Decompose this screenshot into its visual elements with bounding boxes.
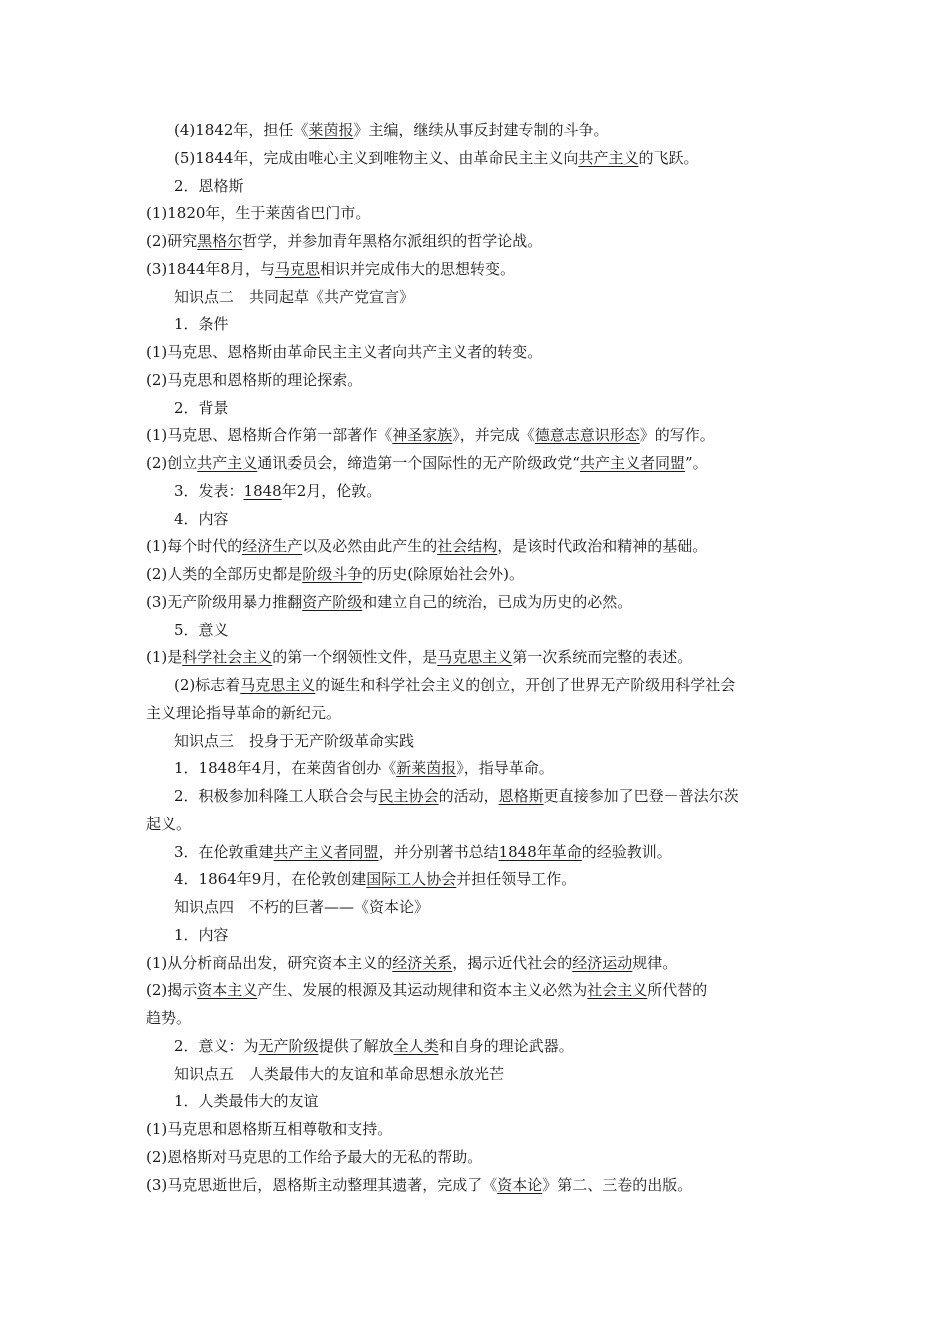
underlined-answer: 马克思主义 <box>437 648 513 667</box>
text-line <box>146 1175 816 1195</box>
text-line <box>146 536 816 556</box>
text-segment: 》，并完成《 <box>452 426 535 445</box>
text-segment: 知识点三 投身于无产阶级革命实践 <box>174 731 415 750</box>
underlined-answer: 马克思主义 <box>240 676 316 694</box>
underlined-answer: 经济生产 <box>242 537 303 556</box>
text-segment: 以及必然由此产生的 <box>302 537 438 556</box>
text-line <box>146 647 816 667</box>
text-segment: 3．在伦敦重建 <box>174 842 274 861</box>
text-line <box>146 1119 816 1139</box>
text-segment: 5．意义 <box>174 620 229 639</box>
text-line <box>146 980 816 1000</box>
text-segment: 更直接参加了巴登－普法尔茨 <box>543 787 739 805</box>
text-segment: 》主编，继续从事反封建专制的斗争。 <box>353 121 609 139</box>
underlined-answer: 德意志意识形态 <box>534 426 640 445</box>
text-segment: 3．发表： <box>174 481 244 500</box>
text-line <box>146 425 816 445</box>
underlined-answer: 社会结构 <box>437 537 498 556</box>
underlined-answer: 1848 <box>243 481 282 500</box>
text-segment: 年2月，伦敦。 <box>281 481 382 500</box>
underlined-answer: 民主协会 <box>378 787 439 805</box>
text-segment: 1．内容 <box>174 925 229 944</box>
text-segment: 相识并完成伟大的思想转变。 <box>319 259 515 278</box>
underlined-answer: 莱茵报 <box>308 121 354 139</box>
text-segment: ，是该时代政治和精神的基础。 <box>497 537 708 556</box>
text-line <box>146 564 816 584</box>
text-segment: 第一次系统而完整的表述。 <box>512 648 693 667</box>
text-line <box>146 814 816 834</box>
text-segment: 1．1848年4月，在莱茵省创办《 <box>174 759 397 778</box>
underlined-answer: 科学社会主义 <box>182 648 273 667</box>
text-line <box>174 509 844 529</box>
text-segment: 2．积极参加科隆工人联合会与 <box>174 787 379 805</box>
underlined-answer: 社会主义 <box>587 981 648 1000</box>
underlined-answer: 黑格尔 <box>197 232 243 250</box>
text-segment: (3)马克思逝世后，恩格斯主动整理其遗著，完成了《 <box>146 1175 498 1194</box>
text-line <box>174 620 844 640</box>
text-segment: (3)无产阶级用暴力推翻 <box>146 592 303 611</box>
text-segment: 起义。 <box>146 814 192 833</box>
text-segment: 提供了解放 <box>318 1036 394 1055</box>
text-segment: 》第二、三卷的出版。 <box>542 1175 693 1194</box>
text-segment: 产生、发展的根源及其运动规律和资本主义必然为 <box>257 981 588 1000</box>
text-segment: 的经验教训。 <box>581 842 672 861</box>
text-line <box>174 758 844 778</box>
text-line <box>146 453 816 473</box>
text-segment: 1．人类最伟大的友谊 <box>174 1092 319 1111</box>
text-line <box>174 1064 844 1084</box>
text-line <box>174 675 844 695</box>
text-line <box>146 703 816 723</box>
text-segment: 2．背景 <box>174 398 229 417</box>
text-segment: 2．意义：为 <box>174 1036 259 1055</box>
text-segment: 4．内容 <box>174 509 229 528</box>
text-segment: (1)马克思、恩格斯由革命民主主义者向共产主义者的转变。 <box>146 343 543 361</box>
underlined-answer: 新莱茵报 <box>396 759 457 778</box>
text-line <box>174 897 844 917</box>
text-line <box>146 592 816 612</box>
underlined-answer: 神圣家族 <box>392 426 453 445</box>
text-segment: 1．条件 <box>174 315 229 334</box>
text-segment: 并担任领导工作。 <box>456 870 577 889</box>
text-line <box>174 786 844 806</box>
text-segment: 规律。 <box>632 953 678 972</box>
text-line <box>174 1091 844 1111</box>
text-line <box>146 1008 816 1028</box>
text-line <box>146 203 816 223</box>
underlined-answer: 共产主义 <box>578 148 639 167</box>
text-segment: (1)从分析商品出发，研究资本主义的 <box>146 953 393 972</box>
underlined-answer: 马克思 <box>274 259 320 278</box>
text-line <box>146 370 816 390</box>
text-line <box>174 176 844 196</box>
text-line <box>146 259 816 279</box>
text-segment: ，并分别著书总结 <box>378 842 499 861</box>
text-segment: (2)创立 <box>146 454 198 472</box>
text-segment: 和建立自己的统治，已成为历史的必然。 <box>362 592 633 611</box>
text-segment: (2)标志着 <box>174 676 241 694</box>
underlined-answer: 共产主义者同盟 <box>579 454 685 472</box>
text-line <box>174 1036 844 1056</box>
text-segment: (1)是 <box>146 648 183 667</box>
text-segment: (3)1844年8月，与 <box>146 259 275 278</box>
text-segment: ，揭示近代社会的 <box>452 953 573 972</box>
text-segment: 知识点四 不朽的巨著——《资本论》 <box>174 898 430 916</box>
underlined-answer: 1848年革命 <box>498 842 582 861</box>
text-segment: 主义理论指导革命的新纪元。 <box>146 703 342 722</box>
text-segment: (2)马克思和恩格斯的理论探索。 <box>146 370 363 389</box>
text-segment: 2．恩格斯 <box>174 176 244 195</box>
text-segment: (5)1844年，完成由唯心主义到唯物主义、由革命民主主义向 <box>174 148 579 167</box>
text-line <box>174 731 844 751</box>
text-segment: (2)恩格斯对马克思的工作给予最大的无私的帮助。 <box>146 1147 483 1166</box>
text-line <box>174 120 844 140</box>
text-segment: ”。 <box>684 454 708 472</box>
underlined-answer: 共产主义 <box>197 454 258 472</box>
text-line <box>146 953 816 973</box>
text-line <box>146 342 816 362</box>
underlined-answer: 共产主义者同盟 <box>273 842 379 861</box>
text-line <box>146 1147 816 1167</box>
text-segment: 的诞生和科学社会主义的创立，开创了世界无产阶级用科学社会 <box>315 676 736 694</box>
text-line <box>174 148 844 168</box>
underlined-answer: 国际工人协会 <box>366 870 457 889</box>
text-line <box>174 481 844 501</box>
text-segment: 趋势。 <box>146 1009 192 1027</box>
text-segment: (2)研究 <box>146 232 198 250</box>
text-segment: 知识点五 人类最伟大的友谊和革命思想永放光芒 <box>174 1064 505 1083</box>
text-line <box>146 231 816 251</box>
text-segment: (1)1820年，生于莱茵省巴门市。 <box>146 204 371 223</box>
underlined-answer: 资本论 <box>497 1175 543 1194</box>
text-line <box>174 869 844 889</box>
text-segment: (1)马克思和恩格斯互相尊敬和支持。 <box>146 1120 393 1138</box>
text-line <box>174 287 844 307</box>
text-segment: 》，指导革命。 <box>456 759 554 778</box>
text-segment: 哲学，并参加青年黑格尔派组织的哲学论战。 <box>242 232 543 250</box>
text-line <box>174 398 844 418</box>
text-segment: 》的写作。 <box>639 426 715 445</box>
underlined-answer: 经济关系 <box>392 953 453 972</box>
text-segment: (1)马克思、恩格斯合作第一部著作《 <box>146 426 393 445</box>
underlined-answer: 资本主义 <box>197 981 258 1000</box>
text-segment: (2)揭示 <box>146 981 198 1000</box>
text-segment: (4)1842年，担任《 <box>174 121 309 139</box>
underlined-answer: 无产阶级 <box>258 1036 319 1055</box>
underlined-answer: 经济运动 <box>572 953 633 972</box>
text-segment: 知识点二 共同起草《共产党宣言》 <box>174 287 415 306</box>
text-segment: 的活动， <box>438 787 499 805</box>
text-segment: (1)每个时代的 <box>146 537 243 556</box>
text-line <box>174 925 844 945</box>
text-line <box>174 842 844 862</box>
underlined-answer: 全人类 <box>393 1036 439 1055</box>
text-segment: 的历史(除原始社会外)。 <box>362 565 524 583</box>
text-segment: (2)人类的全部历史都是 <box>146 565 303 583</box>
text-segment: 所代替的 <box>647 981 708 1000</box>
underlined-answer: 阶级斗争 <box>302 565 363 583</box>
text-segment: 的第一个纲领性文件，是 <box>272 648 438 667</box>
text-line <box>174 314 844 334</box>
text-segment: 通讯委员会，缔造第一个国际性的无产阶级政党“ <box>257 454 580 472</box>
text-segment: 和自身的理论武器。 <box>438 1036 574 1055</box>
text-segment: 的飞跃。 <box>638 148 699 167</box>
text-segment: 4．1864年9月，在伦敦创建 <box>174 870 367 889</box>
underlined-answer: 资产阶级 <box>302 592 363 611</box>
underlined-answer: 恩格斯 <box>498 787 544 805</box>
